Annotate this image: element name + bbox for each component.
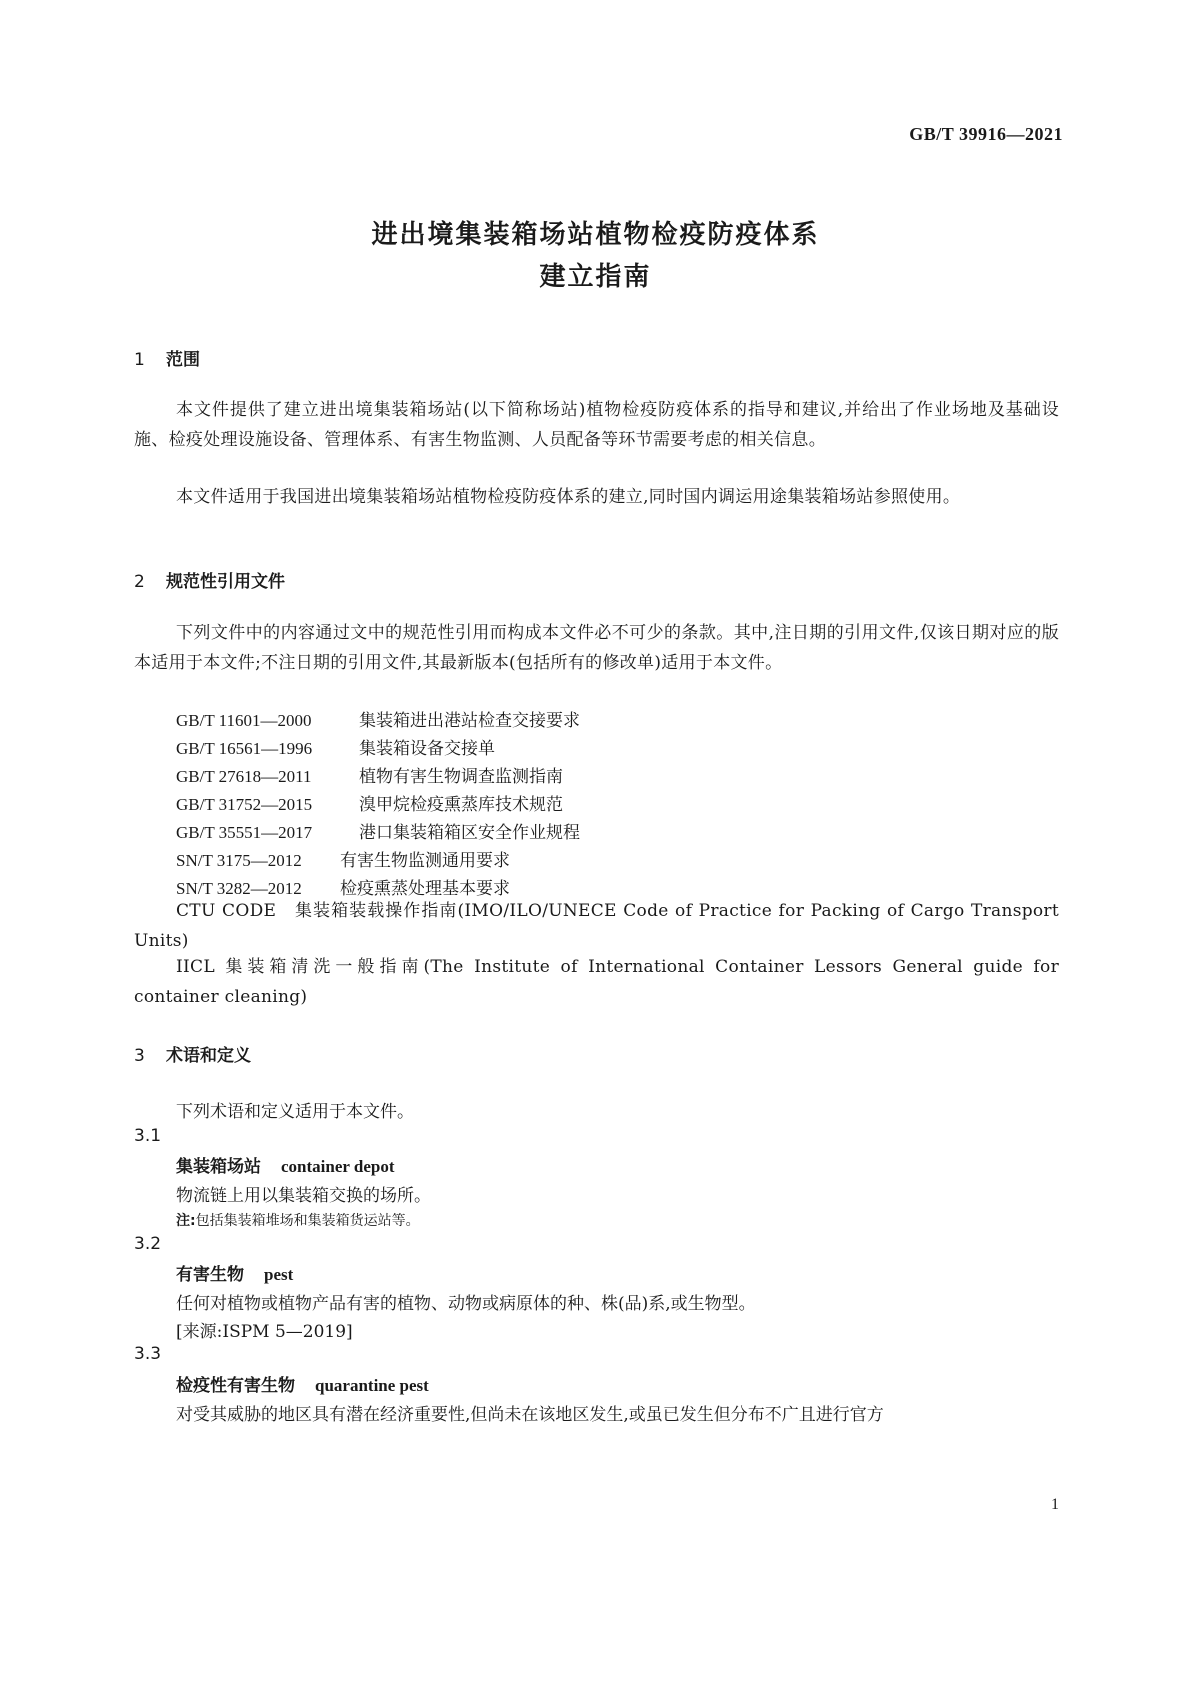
term-heading [176,1371,429,1396]
term-heading [176,1260,293,1285]
section-1-heading [134,345,200,370]
term-chinese: 有害生物 [176,1265,244,1285]
reference-item [176,846,510,871]
term-chinese: 集装箱场站 [176,1157,261,1177]
section-1-paragraph-2: 本文件适用于我国进出境集装箱场站植物检疫防疫体系的建立,同时国内调运用途集装箱场站参照使用。 [176,487,961,507]
reference-code: GB/T 35551—2017 [176,823,313,842]
reference-title: 集装箱设备交接单 [359,739,495,759]
term-definition: 物流链上用以集装箱交换的场所。 [176,1186,431,1206]
standard-code: GB/T 39916—2021 [909,124,1063,144]
reference-item [176,734,495,759]
note-text: 包括集装箱堆场和集装箱货运站等。 [195,1213,420,1229]
term-english: container depot [281,1157,395,1176]
section-title: 术语和定义 [166,1046,251,1066]
page-number: 1 [1051,1496,1059,1513]
reference-item [176,762,563,787]
reference-ctu-code: CTU CODE 集装箱装载操作指南(IMO/ILO/UNECE Code of Practice for Packing of Cargo Transport Units) [134,901,1059,951]
term-english: quarantine pest [315,1376,429,1395]
section-title: 规范性引用文件 [166,572,285,592]
section-2-heading [134,567,285,592]
reference-title: 溴甲烷检疫熏蒸库技术规范 [359,795,563,815]
document-title-line2: 建立指南 [539,262,652,292]
document-title-line1: 进出境集装箱场站植物检疫防疫体系 [371,220,820,250]
term-chinese: 检疫性有害生物 [176,1376,295,1396]
term-source: [来源:ISPM 5—2019] [176,1322,353,1342]
reference-code: GB/T 27618—2011 [176,767,312,786]
term-english: pest [264,1265,294,1284]
reference-title: 检疫熏蒸处理基本要求 [340,879,510,899]
section-number: 2 [134,572,145,592]
reference-code: GB/T 11601—2000 [176,711,312,730]
reference-code: GB/T 31752—2015 [176,795,313,814]
reference-code: SN/T 3282—2012 [176,879,302,898]
term-definition: 任何对植物或植物产品有害的植物、动物或病原体的种、株(品)系,或生物型。 [176,1294,756,1314]
term-note [176,1210,420,1230]
section-2-intro: 下列文件中的内容通过文中的规范性引用而构成本文件必不可少的条款。其中,注日期的引用文件,仅该日期对应的版本适用于本文件;不注日期的引用文件,其最新版本(包括所有的修改单)适用于本文件。 [134,623,1059,673]
reference-title: 植物有害生物调查监测指南 [359,767,563,787]
term-number: 3.3 [134,1344,162,1364]
term-heading [176,1152,395,1177]
reference-item [176,818,580,843]
reference-iicl: IICL 集装箱清洗一般指南(The Institute of International Container Lessors General guide for container cleaning) [134,957,1059,1007]
term-number: 3.1 [134,1126,162,1146]
term-definition: 对受其威胁的地区具有潜在经济重要性,但尚未在该地区发生,或虽已发生但分布不广且进行官方 [176,1405,884,1425]
reference-item [176,790,563,815]
term-number: 3.2 [134,1234,162,1254]
section-title: 范围 [166,350,200,370]
section-1-paragraph-1: 本文件提供了建立进出境集装箱场站(以下简称场站)植物检疫防疫体系的指导和建议,并给出了作业场地及基础设施、检疫处理设施设备、管理体系、有害生物监测、人员配备等环节需要考虑的相关信息。 [134,400,1059,450]
reference-title: 港口集装箱箱区安全作业规程 [359,823,580,843]
reference-item [176,706,580,731]
reference-title: 有害生物监测通用要求 [340,851,510,871]
section-3-intro: 下列术语和定义适用于本文件。 [176,1102,414,1122]
section-number: 1 [134,350,145,370]
section-3-heading [134,1041,251,1066]
note-label: 注: [176,1213,196,1229]
section-number: 3 [134,1046,145,1066]
reference-title: 集装箱进出港站检查交接要求 [359,711,580,731]
reference-code: GB/T 16561—1996 [176,739,313,758]
reference-code: SN/T 3175—2012 [176,851,302,870]
